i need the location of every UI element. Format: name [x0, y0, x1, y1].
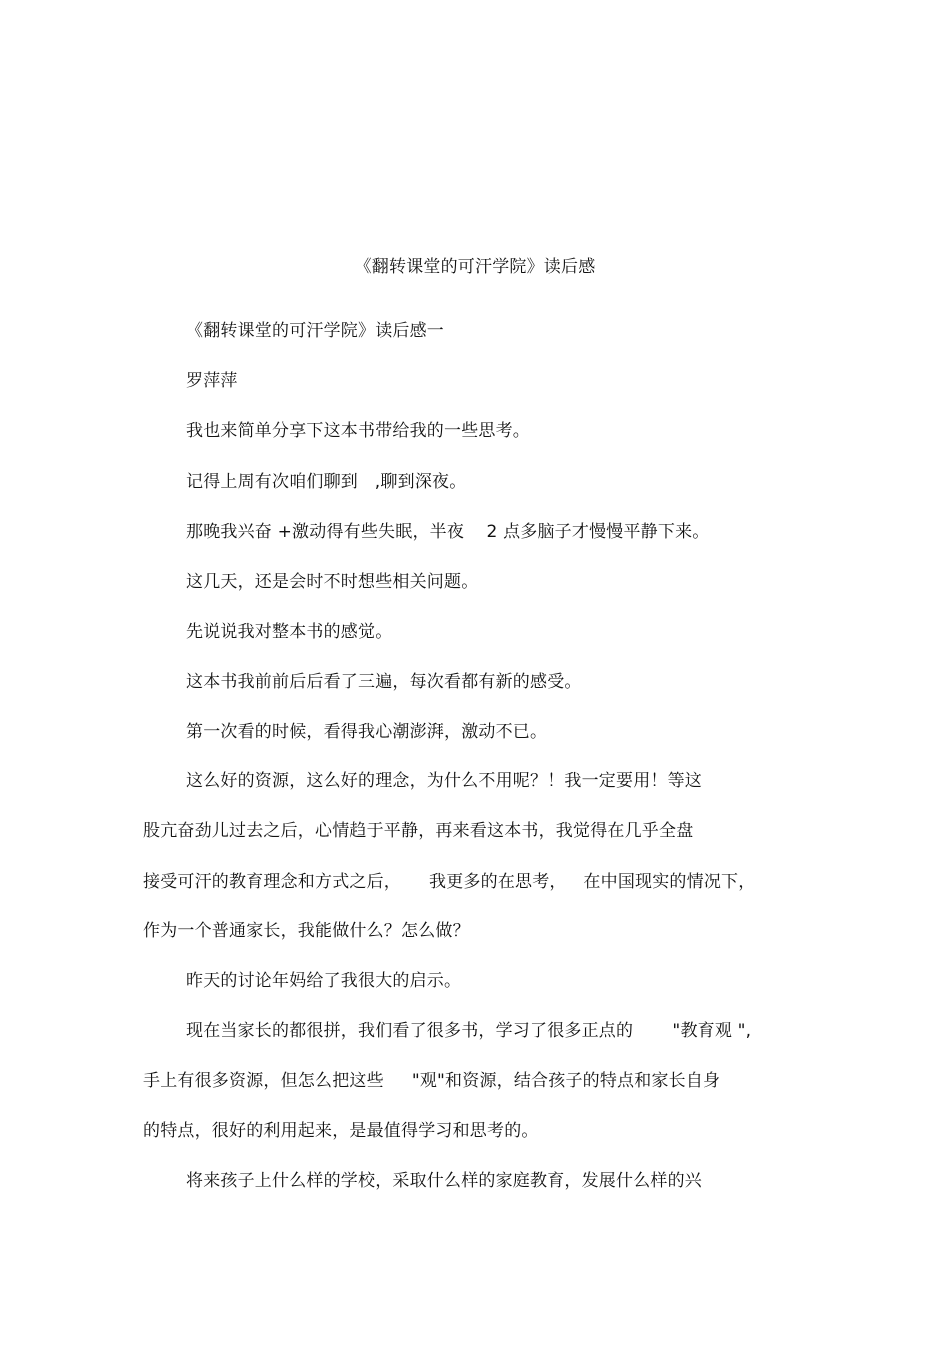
paragraph-line: 那晚我兴奋 +激动得有些失眠，半夜 2 点多脑子才慢慢平静下来。 — [186, 522, 710, 542]
paragraph-line: 的特点，很好的利用起来，是最值得学习和思考的。 — [143, 1121, 539, 1141]
author-name: 罗萍萍 — [186, 371, 238, 391]
paragraph-line: 第一次看的时候，看得我心潮澎湃，激动不已。 — [186, 722, 548, 742]
paragraph-line: 股亢奋劲儿过去之后，心情趋于平静，再来看这本书，我觉得在几乎全盘 — [143, 821, 694, 841]
paragraph-line: 手上有很多资源，但怎么把这些 "观"和资源，结合孩子的特点和家长自身 — [143, 1071, 721, 1091]
document-title: 《翻转课堂的可汗学院》读后感 — [354, 257, 596, 277]
paragraph-line: 作为一个普通家长，我能做什么？怎么做？ — [143, 921, 470, 941]
paragraph-line: 这本书我前前后后看了三遍，每次看都有新的感受。 — [186, 672, 582, 692]
section-heading: 《翻转课堂的可汗学院》读后感一 — [186, 321, 444, 341]
paragraph-line: 昨天的讨论年妈给了我很大的启示。 — [186, 971, 462, 991]
paragraph-line: 我也来简单分享下这本书带给我的一些思考。 — [186, 421, 530, 441]
paragraph-line: 记得上周有次咱们聊到 ,聊到深夜。 — [186, 472, 467, 492]
paragraph-line: 这几天，还是会时不时想些相关问题。 — [186, 572, 479, 592]
paragraph-line: 先说说我对整本书的感觉。 — [186, 622, 393, 642]
paragraph-line: 将来孩子上什么样的学校，采取什么样的家庭教育，发展什么样的兴 — [186, 1171, 702, 1191]
paragraph-line: 这么好的资源，这么好的理念，为什么不用呢？！我一定要用！等这 — [186, 771, 702, 791]
paragraph-line: 接受可汗的教育理念和方式之后， 我更多的在思考， 在中国现实的情况下， — [143, 872, 756, 892]
paragraph-line: 现在当家长的都很拼，我们看了很多书，学习了很多正点的 "教育观 ", — [186, 1021, 752, 1041]
